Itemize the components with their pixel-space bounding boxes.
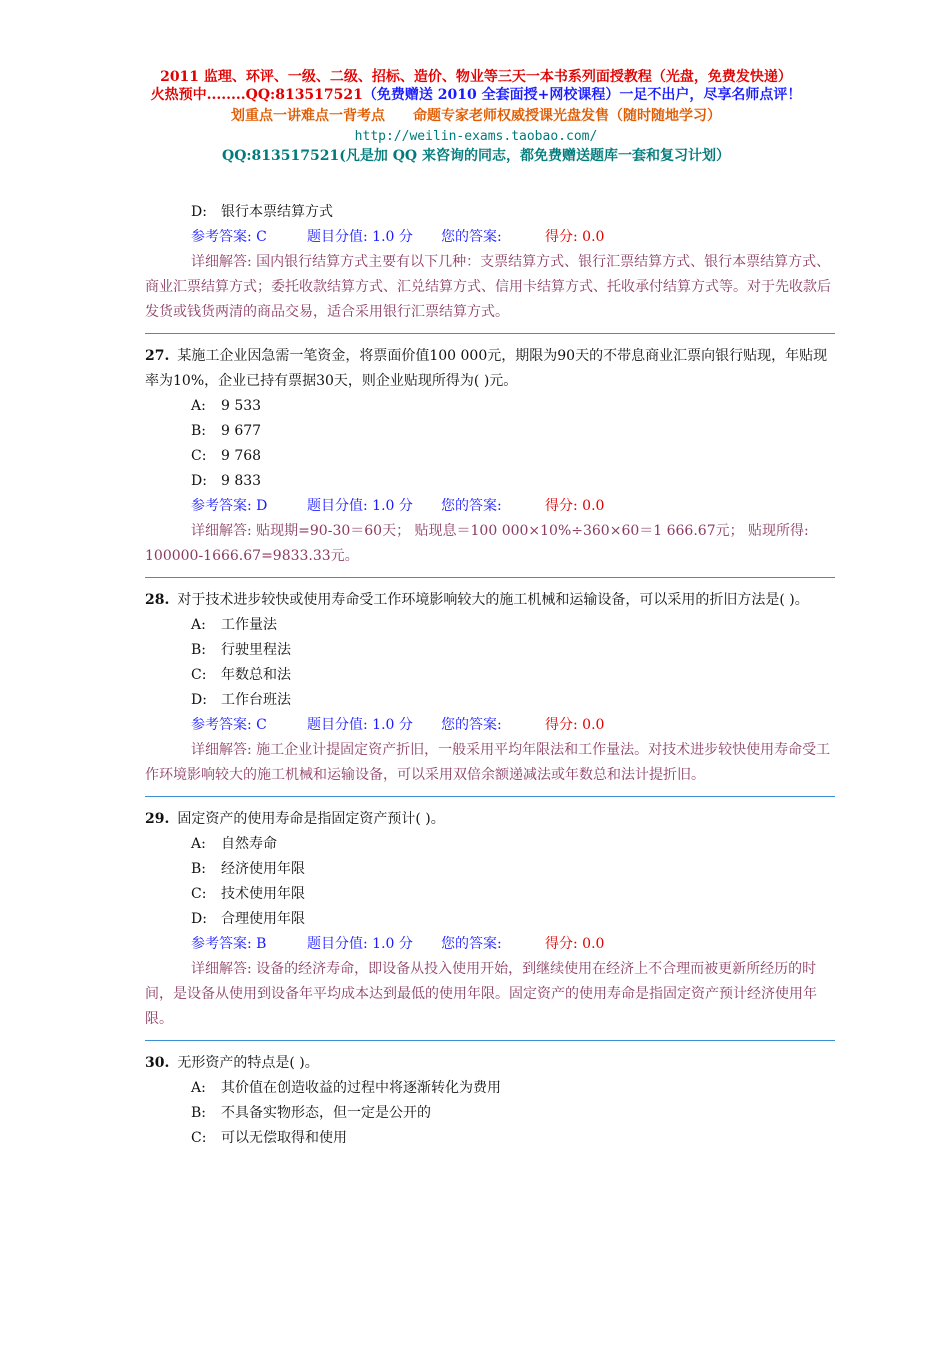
header-qq-promo: 火热预中........QQ:813517521 — [150, 87, 363, 103]
option-b: B: 不具备实物形态，但一定是公开的 — [191, 1105, 431, 1121]
header-url-link[interactable]: http://weilin-exams.taobao.com/ — [354, 129, 598, 144]
answer-row: 参考答案: C 题目分值: 1.0 分 您的答案: 得分: 0.0 — [191, 229, 605, 245]
question-27: 27. 某施工企业因急需一笔资金，将票面价值100 000元，期限为90天的不带息商业汇票向银行贴现，年贴现率为10%，企业已持有票据30天，则企业贴现所得为( )元。 — [145, 348, 828, 389]
header-free-gift: （免费赠送 2010 全套面授+网校课程）一足不出户，尽享名师点评！ — [362, 87, 802, 103]
divider — [145, 577, 835, 578]
answer-row: 参考答案: B 题目分值: 1.0 分 您的答案: 得分: 0.0 — [191, 936, 605, 952]
question-30: 30. 无形资产的特点是( )。 — [145, 1055, 319, 1071]
divider — [145, 796, 835, 797]
option-a: A: 9 533 — [191, 398, 262, 414]
option-b: B: 行驶里程法 — [191, 642, 291, 658]
question-29: 29. 固定资产的使用寿命是指固定资产预计( )。 — [145, 811, 445, 827]
option-c: C: 可以无偿取得和使用 — [191, 1130, 347, 1146]
header-line-3: 划重点一讲难点一背考点 命题专家老师权威授课光盘发售（随时随地学习） — [231, 108, 721, 124]
header-line-2 — [0, 87, 952, 104]
divider — [145, 1040, 835, 1041]
option-d: D: 工作台班法 — [191, 692, 291, 708]
option-c: C: 9 768 — [191, 448, 262, 464]
option-a: A: 自然寿命 — [191, 836, 277, 852]
option-a: A: 其价值在创造收益的过程中将逐渐转化为费用 — [191, 1080, 501, 1096]
option-a: A: 工作量法 — [191, 617, 277, 633]
option-d: D: 合理使用年限 — [191, 911, 305, 927]
explanation: 详细解答: 国内银行结算方式主要有以下几种：支票结算方式、银行汇票结算方式、银行本票结算方式、商业汇票结算方式；委托收款结算方式、汇兑结算方式、信用卡结算方式、托收承付结算方式等。对于先收款后发货或钱货两清的商品交易，适合采用银行汇票结算方式。 — [145, 254, 831, 320]
option-c: C: 技术使用年限 — [191, 886, 305, 902]
divider — [145, 333, 835, 334]
question-list — [145, 200, 835, 1151]
answer-row: 参考答案: D 题目分值: 1.0 分 您的答案: 得分: 0.0 — [191, 498, 605, 514]
option-b: B: 9 677 — [191, 423, 262, 439]
explanation: 详细解答: 设备的经济寿命，即设备从投入使用开始，到继续使用在经济上不合理而被更新所经历的时间，是设备从使用到设备年平均成本达到最低的使用年限。固定资产的使用寿命是指固定资产预计经济使用年限。 — [145, 961, 817, 1027]
header-line-1: 2011 监理、环评、一级、二级、招标、造价、物业等三天一本书系列面授教程（光盘，免费发快递） — [160, 69, 792, 85]
explanation: 详细解答: 施工企业计提固定资产折旧，一般采用平均年限法和工作量法。对技术进步较快使用寿命受工作环境影响较大的施工机械和运输设备，可以采用双倍余额递减法或年数总和法计提折旧。 — [145, 742, 831, 783]
option-c: C: 年数总和法 — [191, 667, 291, 683]
header-line-5: QQ:813517521(凡是加 QQ 来咨询的同志，都免费赠送题库一套和复习计划） — [222, 148, 730, 164]
option-d: D: 银行本票结算方式 — [191, 204, 333, 220]
option-d: D: 9 833 — [191, 473, 262, 489]
answer-row: 参考答案: C 题目分值: 1.0 分 您的答案: 得分: 0.0 — [191, 717, 605, 733]
option-b: B: 经济使用年限 — [191, 861, 305, 877]
explanation: 详细解答: 贴现期=90-30＝60天； 贴现息＝100 000×10%÷360×60＝1 666.67元； 贴现所得: 100000-1666.67=9833.33元。 — [145, 523, 809, 564]
question-28: 28. 对于技术进步较快或使用寿命受工作环境影响较大的施工机械和运输设备，可以采用的折旧方法是( )。 — [145, 592, 809, 608]
